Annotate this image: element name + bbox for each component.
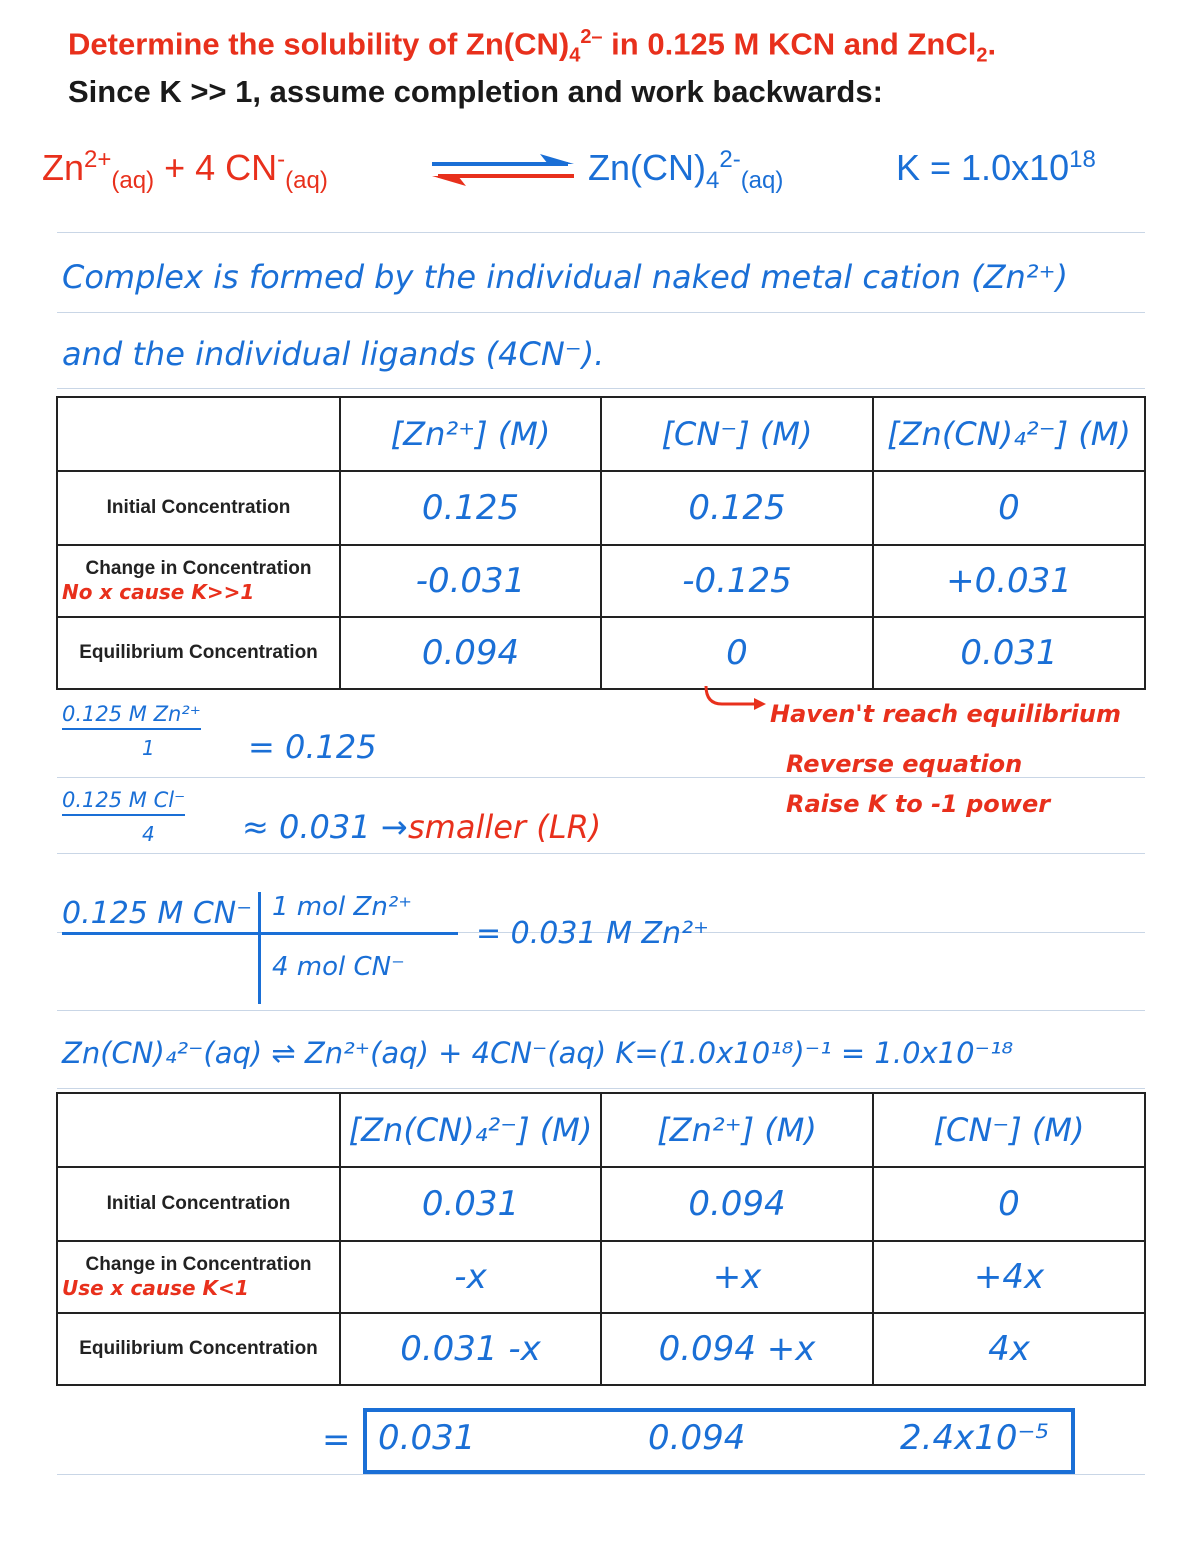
table-row xyxy=(57,617,1145,689)
equilibrium-constant: $K = 1.0x10^{18}$ xyxy=(896,146,1096,188)
column-header: [Zn(CN)₄²⁻] (M) xyxy=(887,415,1131,453)
row-label: Change in Concentration xyxy=(85,1254,312,1275)
table-cell: 0.094 xyxy=(688,1184,786,1224)
column-header: [Zn(CN)₄²⁻] (M) xyxy=(348,1111,593,1149)
row-label: Initial Concentration xyxy=(106,1193,291,1214)
table-cell: 0.125 xyxy=(688,488,786,528)
page-subtitle: Since K >> 1, assume completion and work backwards: xyxy=(68,74,883,109)
table-cell: 0.031 -x xyxy=(400,1329,541,1369)
cl-fraction-numerator: 0.125 M Cl⁻ xyxy=(62,788,185,816)
red-note-3: Raise K to -1 power xyxy=(786,790,1051,818)
notebook-rule xyxy=(57,388,1145,389)
final-equals: = xyxy=(322,1420,351,1460)
table-cell: 0.094 +x xyxy=(658,1329,816,1369)
zn-fraction-numerator: 0.125 M Zn²⁺ xyxy=(62,702,201,730)
row-label: Initial Concentration xyxy=(106,497,291,518)
ice-table-1 xyxy=(56,396,1146,690)
reaction-product: $Zn(CN)_4^{2-}_{(aq)}$ xyxy=(588,146,784,195)
reverse-equation: Zn(CN)₄²⁻(aq) ⇌ Zn²⁺(aq) + 4CN⁻(aq) K=(1.0x10¹⁸)⁻¹ = 1.0x10⁻¹⁸ xyxy=(62,1036,1014,1070)
conversion-divider xyxy=(258,892,261,1004)
table-cell: +x xyxy=(712,1257,762,1297)
table-cell: 0 xyxy=(998,1184,1020,1224)
notebook-rule xyxy=(57,312,1145,313)
page-title: Determine the solubility of $Zn(CN)_4^{2-}$ in 0.125 M KCN and ZnCl$_2$. xyxy=(68,26,997,67)
reaction-reactants: $Zn^{2+}_{(aq)} + 4$ $CN^-_{(aq)}$ xyxy=(42,146,328,195)
final-value: 0.094 xyxy=(648,1418,746,1458)
conversion-start: 0.125 M CN⁻ xyxy=(62,896,253,931)
table-row xyxy=(57,471,1145,545)
table-cell: 0 xyxy=(726,633,748,673)
final-value: 0.031 xyxy=(378,1418,476,1458)
row-label: Change in Concentration xyxy=(85,558,312,579)
zn-fraction-denominator: 1 xyxy=(142,736,155,760)
pointer-arrow-icon xyxy=(700,684,770,714)
conversion-denominator: 4 mol CN⁻ xyxy=(272,952,405,982)
table-row xyxy=(57,1313,1145,1385)
table-row xyxy=(57,1241,1145,1313)
column-header: [CN⁻] (M) xyxy=(933,1111,1085,1149)
notebook-rule xyxy=(57,1010,1145,1011)
table-cell: -0.031 xyxy=(415,561,526,601)
conversion-numerator: 1 mol Zn²⁺ xyxy=(272,892,412,922)
table-cell: -0.125 xyxy=(682,561,792,601)
table-cell: 4x xyxy=(988,1329,1030,1369)
table-cell: 0.031 xyxy=(960,633,1058,673)
note-line-1: Complex is formed by the individual naked metal cation (Zn²⁺) xyxy=(62,258,1068,296)
table-cell: -x xyxy=(454,1257,487,1297)
column-header: [CN⁻] (M) xyxy=(661,415,813,453)
table-cell: 0.094 xyxy=(421,633,520,673)
note-line-2: and the individual ligands (4CN⁻). xyxy=(62,335,605,373)
notebook-rule xyxy=(57,232,1145,233)
conversion-line xyxy=(62,932,458,935)
table-cell: +0.031 xyxy=(946,561,1072,601)
row-note: No x cause K>>1 xyxy=(62,580,255,604)
column-header: [Zn²⁺] (M) xyxy=(390,415,551,453)
final-value: 2.4x10⁻⁵ xyxy=(900,1418,1050,1458)
cl-fraction-result: ≈ 0.031 → xyxy=(242,808,408,846)
ice-table-2 xyxy=(56,1092,1146,1386)
row-note: Use x cause K<1 xyxy=(62,1276,249,1300)
limiting-reagent-note: smaller (LR) xyxy=(408,808,602,846)
conversion-result: = 0.031 M Zn²⁺ xyxy=(476,916,709,951)
table-corner xyxy=(57,397,340,471)
table-row xyxy=(57,1167,1145,1241)
table-cell: 0.125 xyxy=(421,488,520,528)
row-label: Equilibrium Concentration xyxy=(79,1338,318,1359)
notebook-rule xyxy=(57,853,1145,854)
row-label: Equilibrium Concentration xyxy=(79,642,318,663)
notebook-rule xyxy=(57,1088,1145,1089)
red-note-2: Reverse equation xyxy=(786,750,1023,778)
table-cell: +4x xyxy=(973,1257,1045,1297)
zn-fraction-result: = 0.125 xyxy=(248,728,377,766)
cl-fraction-denominator: 4 xyxy=(142,822,155,846)
equilibrium-arrow-icon xyxy=(428,152,578,188)
table-corner xyxy=(57,1093,340,1167)
table-cell: 0.031 xyxy=(421,1184,520,1224)
table-row xyxy=(57,545,1145,617)
table-cell: 0 xyxy=(998,488,1020,528)
notebook-rule xyxy=(57,1474,1145,1475)
red-note-1: Haven't reach equilibrium xyxy=(770,700,1121,728)
column-header: [Zn²⁺] (M) xyxy=(657,1111,817,1149)
